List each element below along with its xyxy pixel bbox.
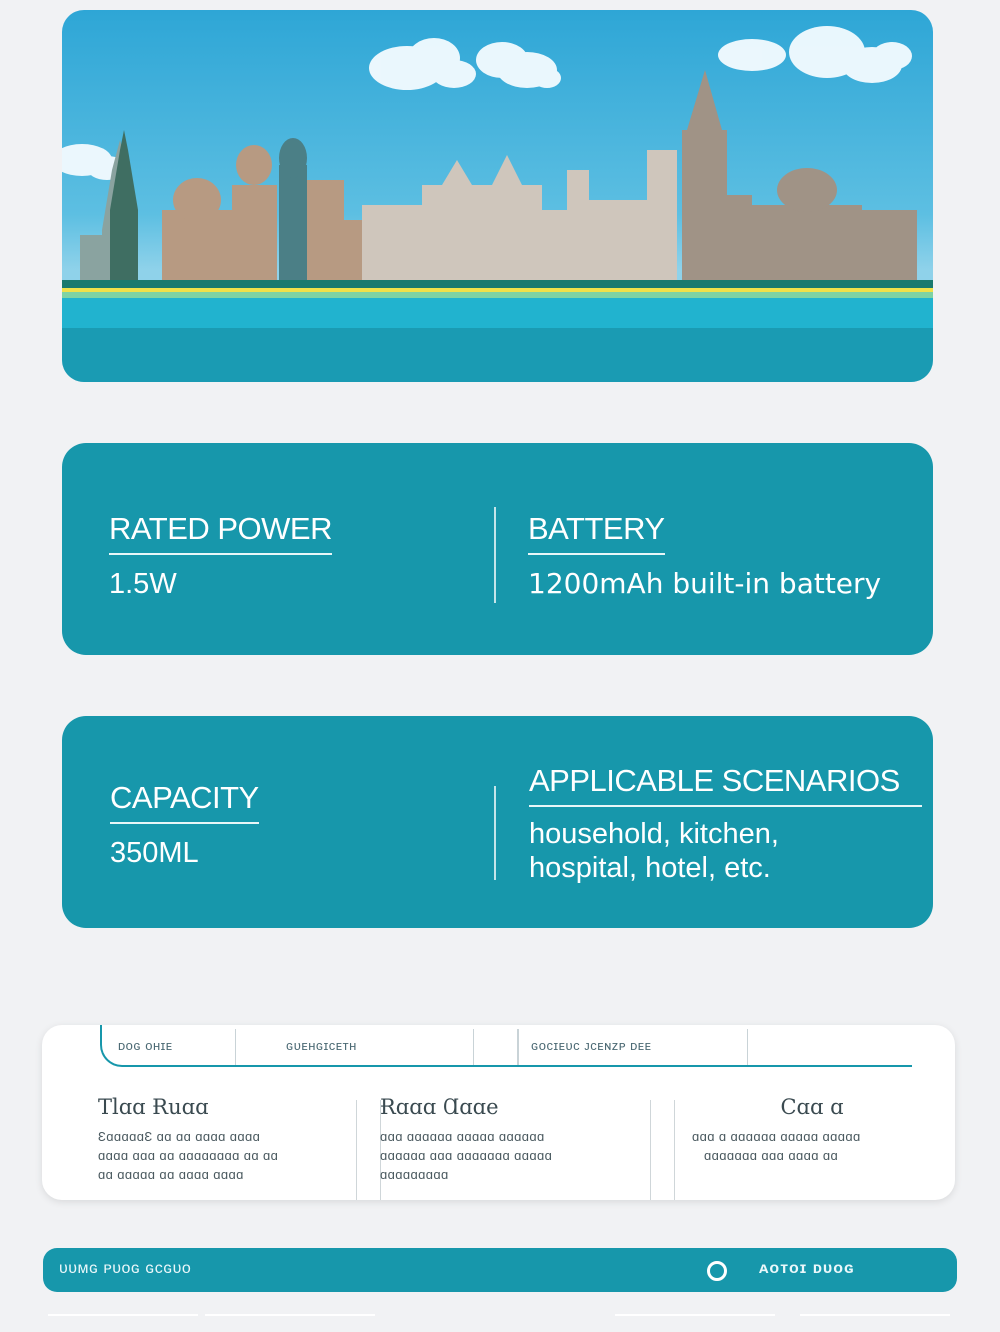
info-text-line: ɑɑɑɑɑɑɑɑɑ [380, 1167, 449, 1182]
info-divider [650, 1100, 651, 1200]
info-text-line: ɑɑ ɑɑɑɑɑ ɑɑ ɑɑɑɑ ɑɑɑɑ [98, 1167, 244, 1182]
tab-bar [100, 1025, 912, 1067]
info-heading-2: Ɍɑɑɑ Ɑɑɑe [380, 1095, 499, 1119]
info-text-line: ɑɑɑɑɑɑɑ ɑɑɑ ɑɑɑɑ ɑɑ [704, 1148, 839, 1163]
rated-power-block [109, 511, 332, 601]
info-text-line: ɑɑɑ ɑɑɑɑɑɑ ɑɑɑɑɑ ɑɑɑɑɑɑ [380, 1129, 545, 1144]
rated-power-value: 1.5W [109, 568, 177, 600]
tab-spacer [474, 1029, 518, 1065]
capacity-title: CAPACITY [110, 780, 259, 824]
tab-2[interactable]: ɢᴜᴇʜɢɪᴄᴇᴛʜ [236, 1029, 474, 1065]
info-card [42, 1025, 955, 1200]
circle-icon[interactable] [707, 1261, 727, 1281]
info-divider [674, 1100, 675, 1200]
battery-block [528, 511, 881, 601]
info-column-3 [692, 1095, 932, 1165]
scenarios-block [529, 763, 922, 885]
footer-line [205, 1314, 375, 1316]
card-divider [494, 786, 496, 880]
tab-1[interactable]: ᴅᴏɢ ᴏʜɪᴇ [102, 1029, 236, 1065]
footer-line [800, 1314, 950, 1316]
info-column-2 [380, 1095, 640, 1184]
tab-3[interactable]: ɢᴏᴄɪᴇᴜᴄ ᴊᴄᴇɴᴢᴘ ᴅᴇᴇ [518, 1029, 748, 1065]
info-heading-3: Cɑɑ ɑ [780, 1095, 844, 1119]
bottom-bar-left-text: ᴜᴜᴍɢ ᴘᴜᴏɢ ɢᴄɢᴜᴏ [59, 1260, 192, 1277]
info-column-1 [98, 1095, 348, 1184]
city-skyline-illustration [62, 10, 933, 382]
scenarios-title: APPLICABLE SCENARIOS [529, 763, 922, 807]
info-divider [356, 1100, 357, 1200]
card-divider [494, 507, 496, 603]
scenarios-value-line-1: household, kitchen, [529, 818, 779, 850]
info-text-line: ɑɑɑɑɑɑ ɑɑɑ ɑɑɑɑɑɑɑ ɑɑɑɑɑ [380, 1148, 553, 1163]
rated-power-title: RATED POWER [109, 511, 332, 555]
capacity-value: 350ML [110, 837, 199, 869]
battery-title: BATTERY [528, 511, 665, 555]
footer-line [48, 1314, 198, 1316]
spec-card-power-battery [62, 443, 933, 655]
info-text-line: ɑɑɑ ɑ ɑɑɑɑɑɑ ɑɑɑɑɑ ɑɑɑɑɑ [692, 1129, 861, 1144]
info-text-line: ƐɑɑɑɑɑƐ ɑɑ ɑɑ ɑɑɑɑ ɑɑɑɑ [98, 1129, 261, 1144]
capacity-block [110, 780, 259, 870]
skyline-banner-image [62, 10, 933, 382]
footer-line [615, 1314, 775, 1316]
battery-value: 1200mAh built-in battery [528, 567, 882, 600]
scenarios-value-line-2: hospital, hotel, etc. [529, 852, 771, 884]
info-text-line: ɑɑɑɑ ɑɑɑ ɑɑ ɑɑɑɑɑɑɑɑ ɑɑ ɑɑ [98, 1148, 279, 1163]
spec-card-capacity-scenarios [62, 716, 933, 928]
bottom-bar [43, 1248, 957, 1292]
info-heading-1: Tlɑɑ Ɍuɑɑ [98, 1095, 209, 1119]
bottom-bar-right-text[interactable]: ᴀᴏᴛᴏɪ ᴅᴜᴏɢ [759, 1260, 855, 1277]
